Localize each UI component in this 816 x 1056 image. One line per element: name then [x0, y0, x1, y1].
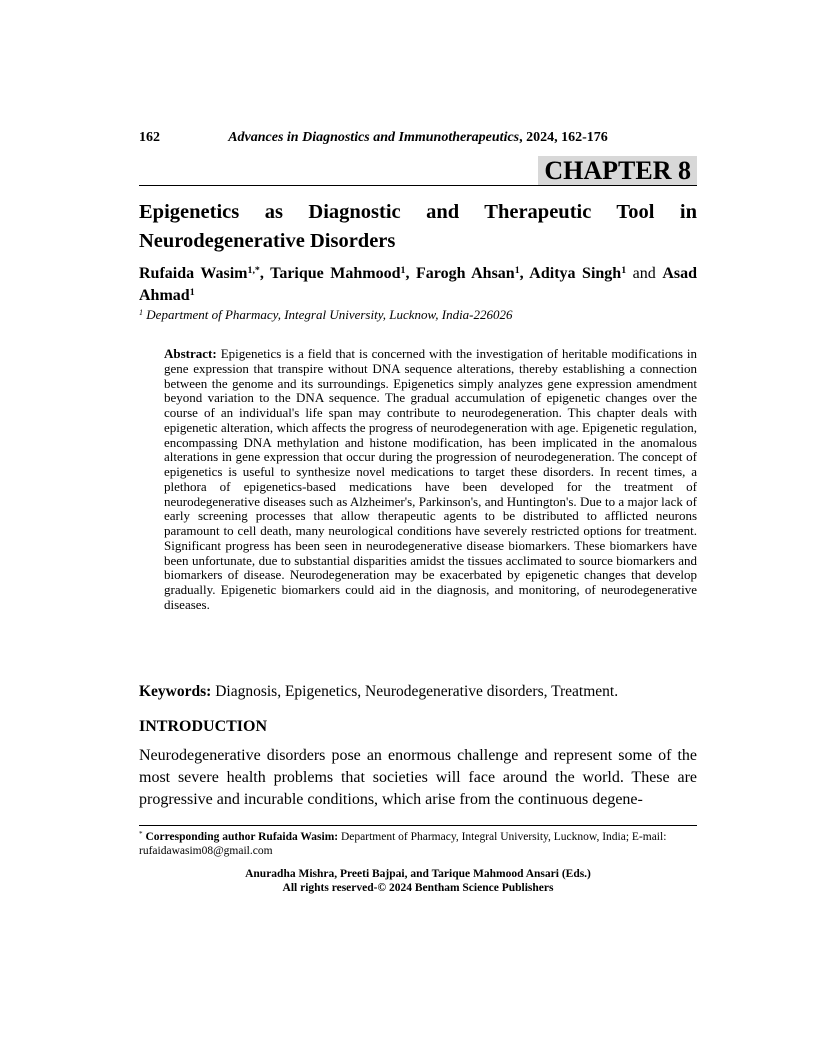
author-superscript: 1 — [514, 265, 520, 277]
copyright-line: All rights reserved-© 2024 Bentham Science Publishers — [282, 882, 554, 894]
running-head — [139, 130, 697, 145]
chapter-badge: CHAPTER 8 — [538, 156, 697, 185]
keywords-text: Diagnosis, Epigenetics, Neurodegenerative disorders, Treatment. — [215, 683, 619, 700]
abstract-block — [164, 347, 697, 657]
journal-meta: , 2024, 162-176 — [519, 130, 608, 145]
footnote-block — [139, 825, 697, 895]
journal-title: Advances in Diagnostics and Immunotherapeutics — [228, 130, 520, 145]
author-name: , Farogh Ahsan — [405, 265, 515, 282]
affiliation-superscript: 1 — [139, 307, 144, 317]
footnote-marker: * — [139, 830, 143, 839]
author-name: Rufaida Wasim — [139, 265, 248, 282]
journal-citation — [228, 130, 608, 145]
keywords-label: Keywords: — [139, 683, 212, 700]
author-superscript: 1,* — [247, 265, 260, 277]
content-column — [139, 0, 697, 811]
chapter-title: Epigenetics as Diagnostic and Therapeutic Tool in Neurodegenerative Disorders — [139, 201, 697, 252]
author-superscript: 1 — [621, 265, 627, 277]
introduction-paragraph: Neurodegenerative disorders pose an enormous challenge and represent some of the most severe health problems that societies will face around the world. These are progressive and incurable conditions, which arise from the continuous degene- — [139, 747, 697, 808]
page-number: 162 — [139, 130, 160, 145]
author-name: Asad Ahmad — [139, 265, 697, 304]
footnote-rule — [139, 825, 697, 826]
editors-line: Anuradha Mishra, Preeti Bajpai, and Tarique Mahmood Ansari (Eds.) — [245, 868, 591, 880]
author-superscript: 1 — [400, 265, 406, 277]
footnote-bold-text: Corresponding author Rufaida Wasim: — [145, 831, 339, 843]
authors-line — [139, 263, 697, 306]
keywords-line — [139, 682, 697, 702]
and-word: and — [626, 265, 663, 282]
abstract-label: Abstract: — [164, 346, 217, 361]
author-name: , Aditya Singh — [519, 265, 622, 282]
chapter-banner-row — [139, 156, 697, 186]
corresponding-author-footnote — [139, 830, 697, 858]
footnote-rest-text: Department of Pharmacy, Integral University, Lucknow, India; E-mail: rufaidawasim08@gmail.com — [139, 831, 667, 857]
author-superscript: 1 — [189, 286, 195, 298]
affiliation-text: Department of Pharmacy, Integral University, Lucknow, India-226026 — [146, 307, 513, 322]
author-name: , Tarique Mahmood — [259, 265, 401, 282]
abstract-text: Epigenetics is a field that is concerned with the investigation of heritable modifications in gene expression that transpire without DNA sequence alterations, thereby establishing a connection between the genome and its surroundings. Epigenetics simply analyzes gene expression amendment beyond variation to the DNA sequence. The gradual accumulation of epigenetic changes over the course of an individual's life span may contribute to neurodegeneration. This chapter deals with epigenetic alteration, which affects the progress of neurodegeneration with age. Epigenetic regulation, encompassing DNA methylation and histone modification, has been implicated in the anomalous alterations in gene expression that occur during the progression of neurodegeneration. The concept of epigenetics is useful to synthesize novel medications to target these disorders. In recent times, a plethora of epigenetics-based medications have been developed for the treatment of neurodegenerative diseases such as Alzheimer's, Parkinson's, and Huntington's. Due to a major lack of early screening processes that allow therapeutic agents to be distributed to afflicted neurons paramount to cell death, many neurological conditions have severely restricted options for treatment. Significant progress has been seen in neurodegenerative disease biomarkers. These biomarkers have been unfortunate, due to substantial disparities amidst the tissues acclimated to source biomarkers and biomarkers of disease. Neurodegeneration may be exacerbated by epigenetic changes that develop gradually. Epigenetic biomarkers could aid in the diagnosis, and monitoring, of neurodegenerative diseases. — [164, 346, 697, 612]
section-heading-introduction: INTRODUCTION — [139, 718, 268, 735]
affiliation-line — [139, 307, 697, 323]
